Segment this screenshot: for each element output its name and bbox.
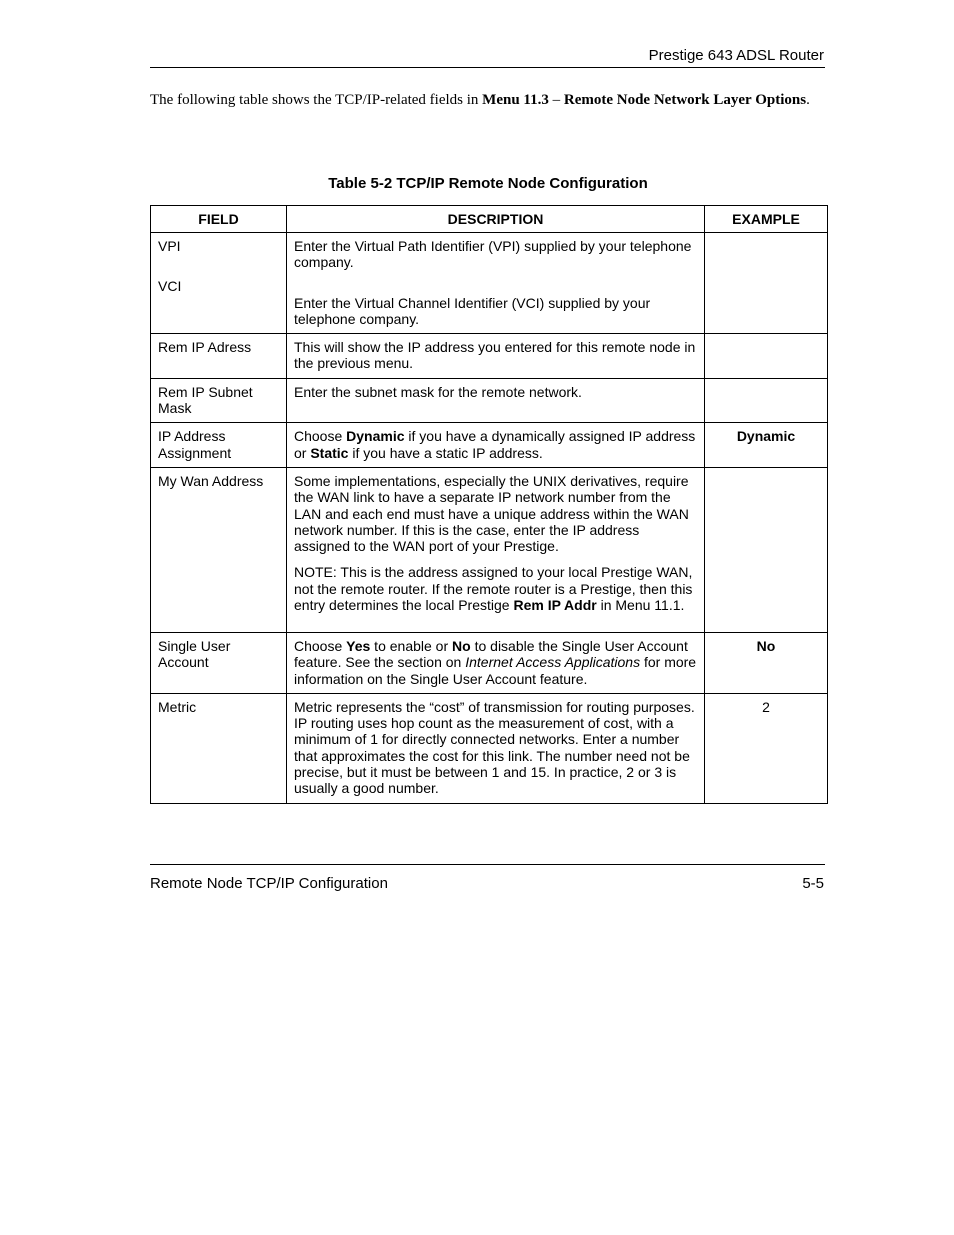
field-name: Rem IP Subnet Mask (158, 383, 253, 417)
rem-ip-addr-term: Rem IP Addr (513, 597, 597, 614)
example-cell (705, 334, 828, 379)
description-text: This will show the IP address you entered for this remote node in the previous menu. (294, 339, 696, 372)
intro-menu-name: Remote Node Network Layer Options (563, 92, 807, 108)
table-row-vpi-vci (151, 233, 828, 334)
option-dynamic: Dynamic (346, 428, 405, 445)
example-cell (705, 233, 828, 334)
table-row-single-user-account (151, 632, 828, 693)
field-name: IP Address Assignment (158, 428, 232, 461)
description-cell (287, 334, 705, 379)
running-header-title: Prestige 643 ADSL Router (648, 47, 824, 64)
option-no: No (452, 637, 471, 654)
field-name: My Wan Address (158, 472, 264, 489)
example-value: No (756, 637, 776, 654)
table-row-metric (151, 693, 828, 803)
table-header-row (151, 206, 828, 233)
example-cell (705, 467, 828, 632)
intro-dash: – (548, 92, 564, 108)
description-text: Metric represents the “cost” of transmission for routing purposes. IP routing uses hop count as the measurement of cost, with a minimum of 1 for directly connected networks. Enter a number that approximates the cost for this link. The number need not be precise, but it must be between 1 and 15. In practice, 2 or 3 is usually a good number. (294, 698, 695, 797)
field-cell (151, 334, 287, 379)
description-text: Some implementations, especially the UNIX derivatives, require the WAN link to have a separate IP network number from the LAN and each end must have a unique address within the WAN network number. If this is the case, enter the IP address assigned to the WAN port of your Prestige. (294, 472, 689, 555)
footer-page-number: 5-5 (802, 875, 824, 892)
field-cell (151, 378, 287, 423)
field-name-vci: VCI (158, 278, 182, 295)
intro-menu-number: Menu 11.3 (482, 92, 549, 108)
description-cell (287, 423, 705, 468)
footer-rule (150, 864, 825, 865)
field-cell (151, 632, 287, 693)
intro-suffix: . (806, 92, 810, 108)
table-row-ip-address-assignment (151, 423, 828, 468)
header-rule (150, 67, 825, 68)
table-row-my-wan-address (151, 467, 828, 632)
example-value: 2 (762, 698, 770, 715)
description-cell (287, 693, 705, 803)
description-note: NOTE: This is the address assigned to your local Prestige WAN, not the remote router. If the remote router is a Prestige, then this entry determines the local Prestige Rem IP Addr in Menu 11.1. (294, 564, 693, 614)
column-header-description: DESCRIPTION (287, 206, 705, 233)
example-cell (705, 378, 828, 423)
description-cell (287, 233, 705, 334)
table-row-rem-ip-subnet-mask (151, 378, 828, 423)
example-cell (705, 632, 828, 693)
description-cell (287, 467, 705, 632)
example-cell (705, 693, 828, 803)
description-text: Choose Dynamic if you have a dynamically assigned IP address or Static if you have a static IP address. (294, 428, 696, 461)
field-name-vpi: VPI (158, 238, 181, 254)
table-row-rem-ip-address (151, 334, 828, 379)
description-vpi: Enter the Virtual Path Identifier (VPI) supplied by your telephone company. (294, 238, 692, 271)
tcpip-config-table (150, 205, 828, 804)
example-cell (705, 423, 828, 468)
footer-section-title: Remote Node TCP/IP Configuration (150, 875, 388, 892)
option-static: Static (310, 444, 349, 461)
field-name: Metric (158, 698, 197, 715)
column-header-field: FIELD (151, 206, 287, 233)
intro-prefix: The following table shows the TCP/IP-related fields in (150, 92, 483, 108)
field-cell (151, 693, 287, 803)
option-yes: Yes (346, 637, 371, 654)
field-cell (151, 233, 287, 334)
description-cell (287, 632, 705, 693)
field-name: Rem IP Adress (158, 339, 252, 356)
table-caption: Table 5-2 TCP/IP Remote Node Configuration (328, 175, 648, 192)
description-text: Enter the subnet mask for the remote network. (294, 383, 582, 400)
field-cell (151, 467, 287, 632)
example-value: Dynamic (736, 428, 796, 445)
field-name: Single User Account (158, 637, 231, 671)
intro-paragraph (150, 89, 810, 112)
column-header-example: EXAMPLE (705, 206, 828, 233)
description-cell (287, 378, 705, 423)
field-cell (151, 423, 287, 468)
description-text: Choose Yes to enable or No to disable the Single User Account feature. See the section on Internet Access Applications for more information on the Single User Account feature. (294, 637, 697, 687)
description-vci: Enter the Virtual Channel Identifier (VCI) supplied by your telephone company. (294, 294, 651, 327)
section-reference: Internet Access Applications (465, 654, 641, 671)
